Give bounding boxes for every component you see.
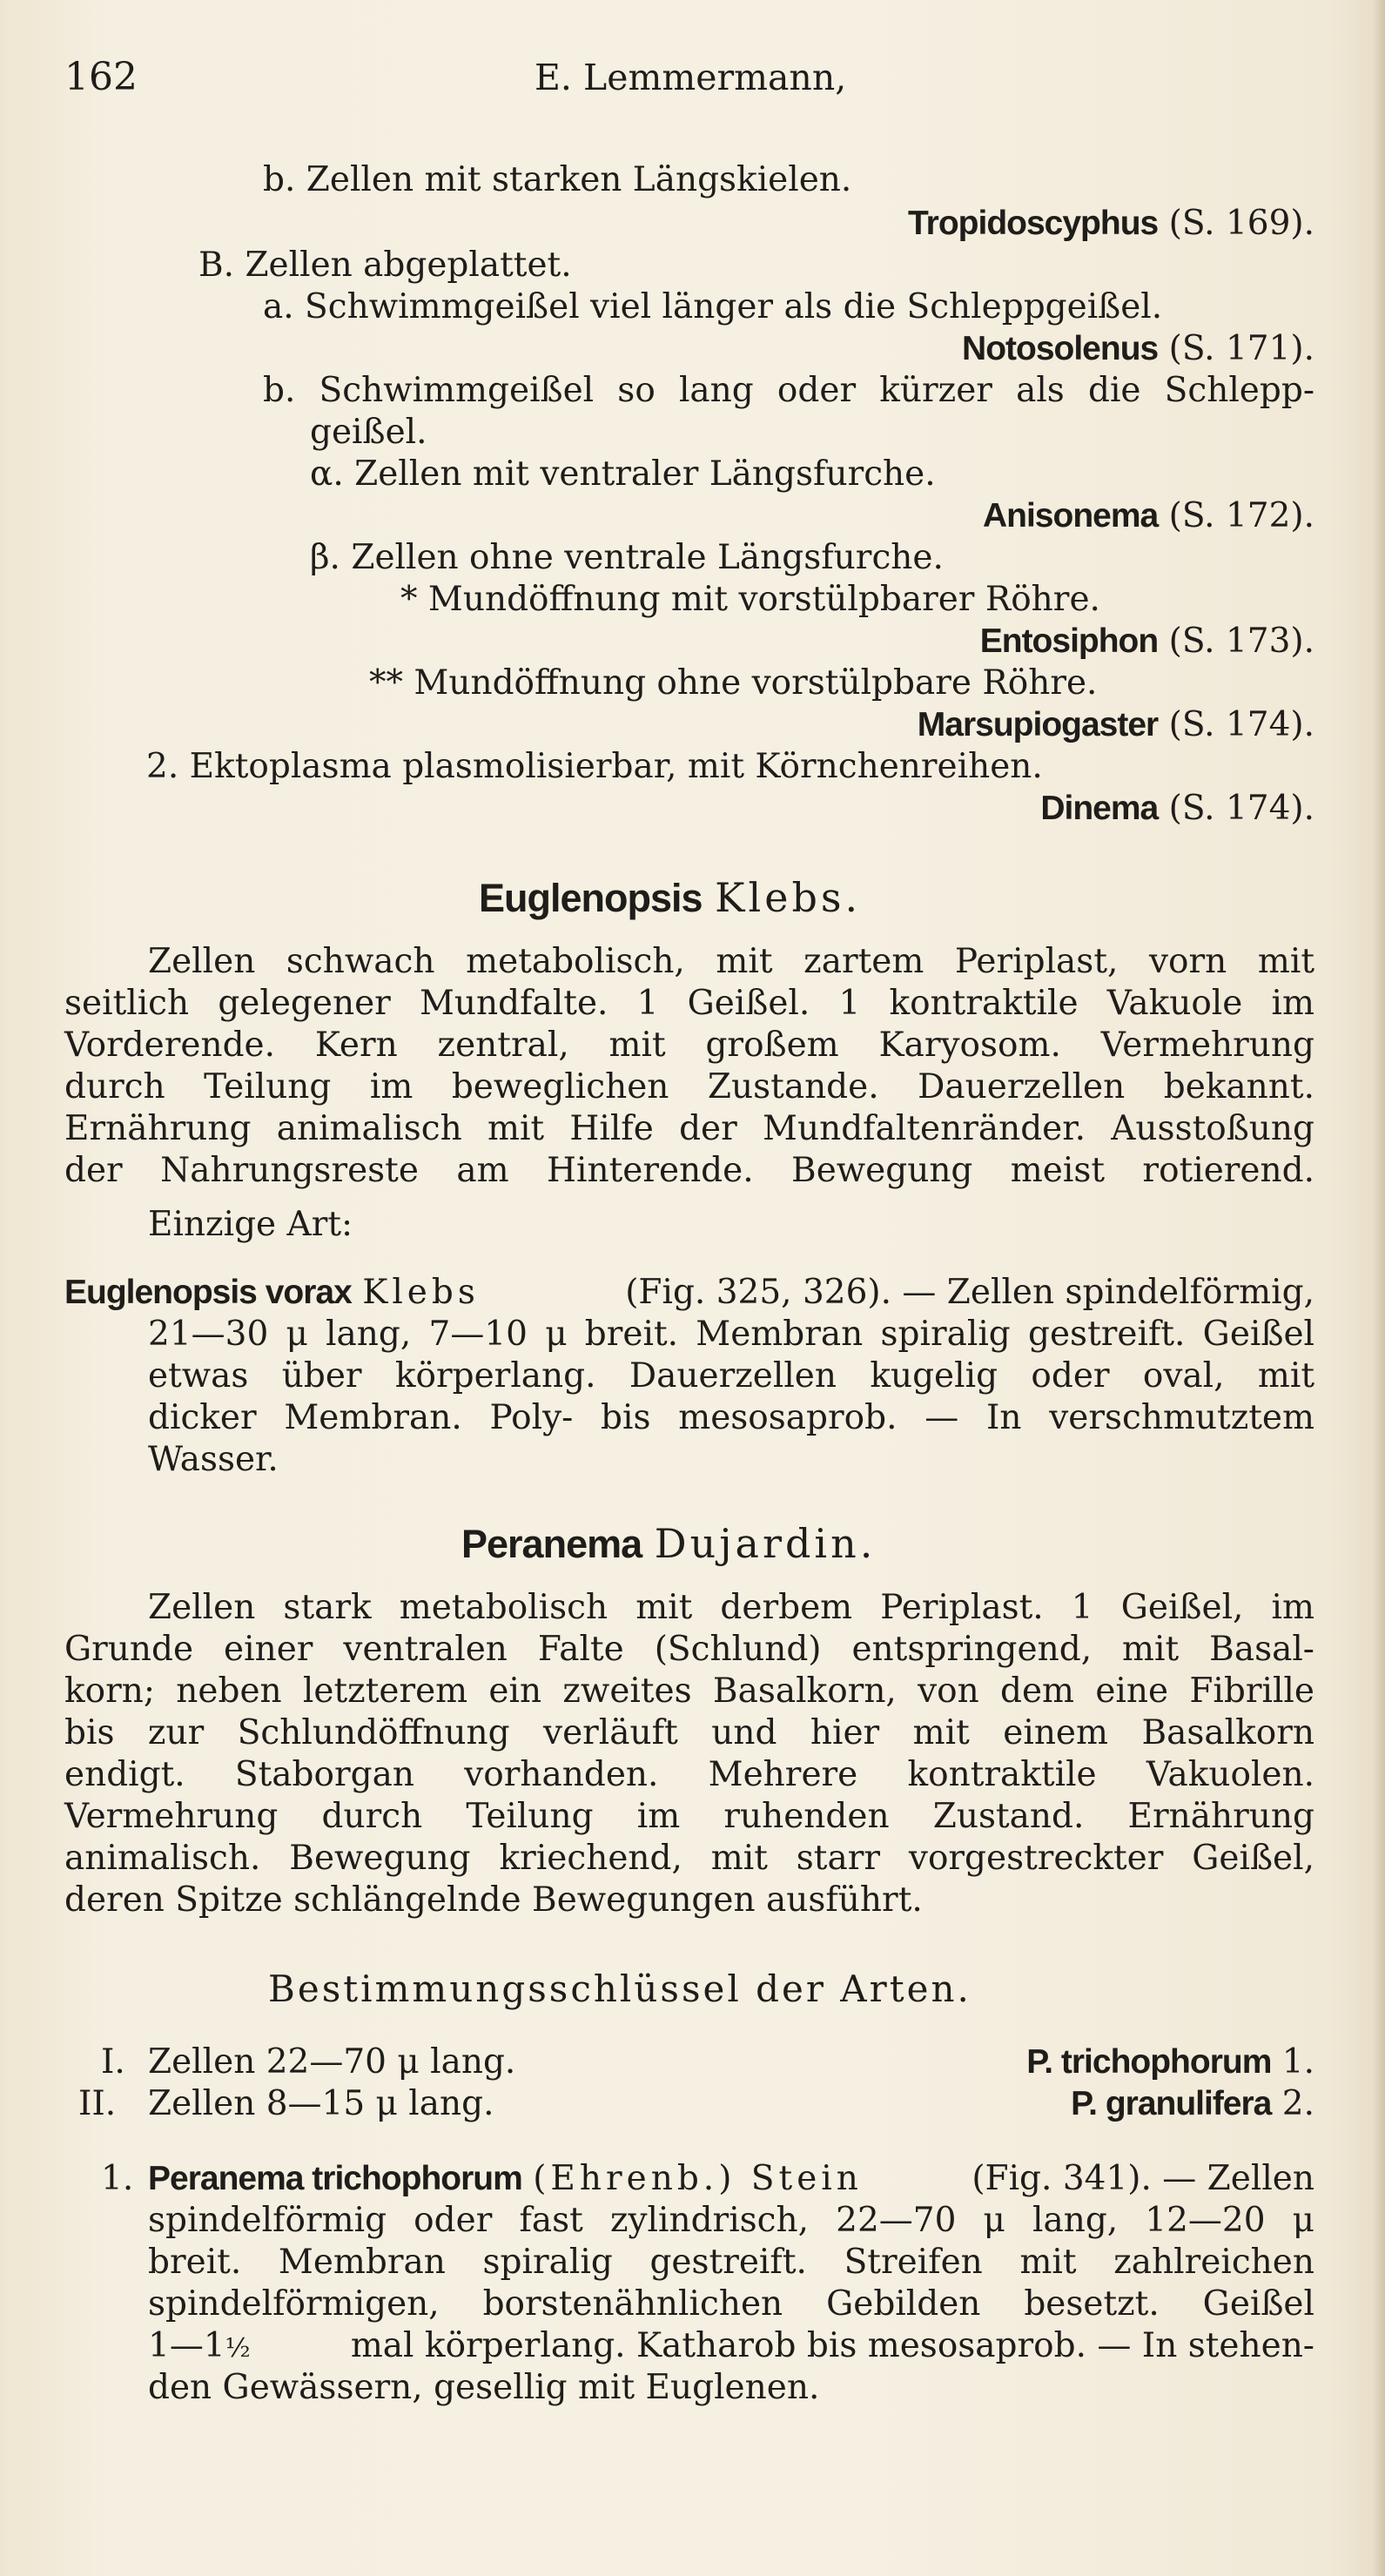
para-line: Vorderende. Kern zentral, mit großem Karyosom. Vermehrung — [64, 1026, 1314, 1065]
key-row-text: Zellen 8—15 μ lang. — [148, 2084, 494, 2123]
species-name: Peranema trichophorum — [148, 2160, 522, 2197]
species-line: 21—30 μ lang, 7—10 μ breit. Membran spiralig gestreift. Geißel — [148, 1315, 1314, 1354]
key-row-num: II. — [78, 2084, 117, 2123]
species-name: Euglenopsis vorax — [64, 1274, 352, 1311]
para-line: deren Spitze schlängelnde Bewegungen ausführt. — [64, 1880, 923, 1920]
para-line: Grunde einer ventralen Falte (Schlund) entspringend, mit Basal- — [64, 1630, 1314, 1669]
species-entry-first-line — [148, 2159, 1314, 2199]
key-line-alpha: α. Zellen mit ventraler Längsfurche. — [310, 454, 936, 494]
para-line: endigt. Staborgan vorhanden. Mehrere kontraktile Vakuolen. — [64, 1755, 1314, 1794]
key-row-num: I. — [101, 2042, 125, 2082]
species-line-rest: mal körperlang. Katharob bis mesosaprob. — In stehen- — [350, 2326, 1314, 2365]
para-line: korn; neben letzterem ein zweites Basalkorn, von dem eine Fibrille — [64, 1671, 1314, 1711]
key-row-taxon: P. trichophorum — [1026, 2043, 1272, 2081]
key-row-index: 2. — [1281, 2084, 1314, 2123]
page-ref: (S. 172). — [1168, 496, 1314, 535]
key-line-2: 2. Ektoplasma plasmolisierbar, mit Körnchenreihen. — [146, 747, 1043, 786]
page-ref: (S. 174). — [1168, 705, 1314, 744]
key-line-a2: a. Schwimmgeißel viel länger als die Schleppgeißel. — [263, 287, 1163, 326]
key-genus-line — [609, 789, 1314, 829]
para-line: Zellen stark metabolisch mit derbem Periplast. 1 Geißel, im — [148, 1588, 1314, 1627]
key-line-b1: b. Zellen mit starken Längskielen. — [263, 160, 852, 199]
genus-anisonema: Anisonema — [982, 497, 1159, 535]
key-row-taxon: P. granulifera — [1071, 2085, 1272, 2122]
species-author: (Ehrenb.) Stein — [533, 2159, 863, 2198]
single-species-label: Einzige Art: — [148, 1205, 353, 1244]
heading-genus: Euglenopsis — [479, 876, 703, 920]
page-number: 162 — [64, 55, 138, 99]
genus-notosolenus: Notosolenus — [962, 330, 1159, 367]
fraction-half: ½ — [225, 2333, 251, 2364]
para-line: Zellen schwach metabolisch, mit zartem Periplast, vorn mit — [148, 942, 1314, 981]
key-line-star1: * Mundöffnung mit vorstülpbarer Röhre. — [400, 580, 1100, 619]
key-title: Bestimmungsschlüssel der Arten. — [268, 1967, 972, 2010]
genus-dinema: Dinema — [1040, 790, 1159, 827]
species-line: dicker Membran. Poly- bis mesosaprob. — In verschmutztem — [148, 1398, 1314, 1437]
key-line-B: B. Zellen abgeplattet. — [198, 245, 572, 285]
section-heading-peranema — [461, 1520, 876, 1568]
species-author: Klebs — [362, 1273, 480, 1312]
genus-tropidoscyphus: Tropidoscyphus — [908, 205, 1159, 242]
heading-genus: Peranema — [461, 1522, 642, 1566]
heading-author: Klebs. — [715, 874, 862, 921]
para-line: seitlich gelegener Mundfalte. 1 Geißel. 1 kontraktile Vakuole im — [64, 984, 1314, 1023]
genus-marsupiogaster: Marsupiogaster — [917, 706, 1159, 743]
key-line-b2-cont: geißel. — [310, 413, 427, 452]
species-entry-first-line — [64, 1273, 1314, 1313]
heading-author: Dujardin. — [654, 1520, 877, 1567]
running-title: E. Lemmermann, — [535, 57, 847, 98]
fraction-whole: 1—1 — [148, 2326, 225, 2365]
key-genus-line — [609, 204, 1314, 244]
key-row-taxon-line — [783, 2042, 1314, 2082]
section-heading-euglenopsis — [479, 874, 861, 922]
page-ref: (S. 173). — [1168, 622, 1314, 661]
species-desc: (Fig. 325, 326). — Zellen spindelförmig, — [625, 1273, 1314, 1312]
species-number: 1. — [101, 2159, 134, 2198]
species-line: etwas über körperlang. Dauerzellen kugelig oder oval, mit — [148, 1356, 1314, 1396]
page-edge — [1373, 0, 1385, 2576]
para-line: Vermehrung durch Teilung im ruhenden Zustand. Ernährung — [64, 1797, 1314, 1836]
para-line: durch Teilung im beweglichen Zustande. Dauerzellen bekannt. — [64, 1067, 1314, 1106]
key-genus-line — [609, 496, 1314, 536]
key-line-beta: β. Zellen ohne ventrale Längsfurche. — [310, 538, 944, 577]
page-ref: (S. 174). — [1168, 789, 1314, 828]
species-line: Wasser. — [148, 1440, 279, 1479]
key-row-text: Zellen 22—70 μ lang. — [148, 2042, 516, 2082]
para-line: bis zur Schlundöffnung verläuft und hier mit einem Basalkorn — [64, 1713, 1314, 1752]
key-line-b2: b. Schwimmgeißel so lang oder kürzer als die Schlepp- — [263, 371, 1314, 410]
species-line: spindelförmig oder fast zylindrisch, 22—70 μ lang, 12—20 μ — [148, 2201, 1314, 2240]
species-desc: (Fig. 341). — Zellen — [972, 2159, 1314, 2198]
genus-entosiphon: Entosiphon — [979, 622, 1159, 660]
species-line — [148, 2326, 1314, 2369]
key-genus-line — [609, 329, 1314, 369]
key-row-taxon-line — [783, 2084, 1314, 2124]
page-ref: (S. 169). — [1168, 204, 1314, 243]
key-line-star2: ** Mundöffnung ohne vorstülpbare Röhre. — [369, 663, 1098, 703]
para-line: animalisch. Bewegung kriechend, mit starr vorgestreckter Geißel, — [64, 1839, 1314, 1878]
key-genus-line — [609, 622, 1314, 662]
species-line: spindelförmigen, borstenähnlichen Gebilden besetzt. Geißel — [148, 2284, 1314, 2324]
para-line: Ernährung animalisch mit Hilfe der Mundfaltenränder. Ausstoßung — [64, 1109, 1314, 1148]
key-row-index: 1. — [1281, 2042, 1314, 2082]
key-genus-line — [609, 705, 1314, 745]
species-line: den Gewässern, gesellig mit Euglenen. — [148, 2368, 820, 2407]
species-line: breit. Membran spiralig gestreift. Streifen mit zahlreichen — [148, 2243, 1314, 2282]
page-ref: (S. 171). — [1168, 329, 1314, 368]
para-line: der Nahrungsreste am Hinterende. Bewegung meist rotierend. — [64, 1151, 1314, 1190]
